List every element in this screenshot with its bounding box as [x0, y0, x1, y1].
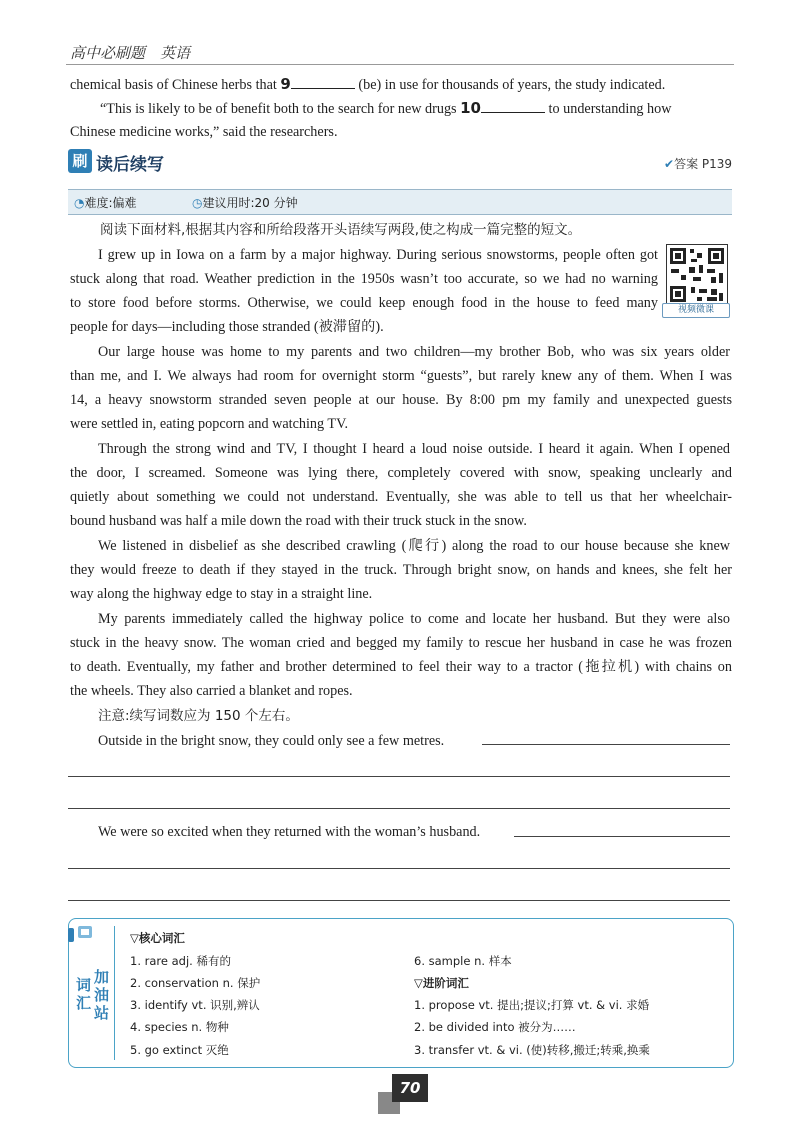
passage-line: to death. Eventually, my father and brother determined to feel their way to a tractor (拖拉机) with chains on: [70, 659, 732, 675]
text-fragment: (be) in use for thousands of years, the study indicated.: [358, 77, 666, 93]
vocab-entry: 6. sample n. 样本: [414, 954, 512, 968]
qr-code-icon[interactable]: [666, 244, 728, 306]
vocab-entry: 3. transfer vt. & vi. (使)转移,搬迁;转乘,换乘: [414, 1043, 650, 1057]
instruction: 阅读下面材料,根据其内容和所给段落开头语续写两段,使之构成一篇完整的短文。: [100, 222, 582, 238]
triangle-icon: ▽: [130, 931, 139, 945]
writing-line[interactable]: [514, 836, 730, 837]
section-badge: 刷: [72, 152, 88, 170]
vocab-side-title-a: 词汇: [76, 976, 92, 1012]
passage-line: quietly about something we could not understand. Eventually, she was able to tell us that her wheelchair-: [70, 489, 732, 505]
blank-number-10: 10: [460, 99, 481, 117]
text-line-2: [100, 98, 730, 119]
clock-icon: ◷: [192, 196, 203, 210]
check-icon: ✔: [664, 157, 675, 171]
text-fragment: to understanding how: [548, 101, 672, 117]
answer-reference[interactable]: [664, 155, 732, 172]
passage-line: the wheels. They also carried a blanket and ropes.: [70, 683, 353, 699]
writing-line[interactable]: [482, 744, 730, 745]
passage-line: stuck in the heavy snow. The woman cried and begged my family to rescue her husband in case he was frozen: [70, 635, 732, 651]
header-divider: [66, 64, 734, 65]
passage-line: stuck along that road. Weather prediction in the 1950s wasn’t too accurate, so we had no warning: [70, 271, 658, 287]
answer-blank-9[interactable]: [291, 74, 355, 89]
passage-line: people for days—including those stranded (被滞留的).: [70, 319, 384, 335]
difficulty-text: 难度:偏难: [84, 196, 137, 210]
text-line-3: Chinese medicine works,” said the researchers.: [70, 124, 338, 140]
writing-line[interactable]: [68, 868, 730, 869]
section-title: 读后续写: [96, 155, 164, 175]
vocab-entry: 1. rare adj. 稀有的: [130, 954, 231, 968]
passage-line: to store food before storms. Otherwise, we could keep enough food in the house to feed many: [70, 295, 658, 311]
writing-line[interactable]: [68, 900, 730, 901]
text-fragment: chemical basis of Chinese herbs that: [70, 77, 277, 93]
passage-line: than me, and I. We always had room for overnight storm “guests”, but rarely knew any of them. When I was: [70, 368, 732, 384]
core-vocab-heading-text: 核心词汇: [138, 931, 185, 945]
vocab-entry: 4. species n. 物种: [130, 1020, 229, 1034]
triangle-icon: ▽: [414, 976, 423, 990]
vocab-entry: 2. conservation n. 保护: [130, 976, 261, 990]
writing-line[interactable]: [68, 776, 730, 777]
page-number: 70: [392, 1074, 428, 1102]
vocab-entry: 2. be divided into 被分为……: [414, 1020, 576, 1034]
passage-line: 14, a heavy snowstorm stranded seven people at our house. By 8:00 pm my family and unexpected guests: [70, 392, 732, 408]
answer-ref-text: 答案 P139: [674, 157, 733, 171]
word-count-note: 注意:续写词数应为 150 个左右。: [98, 708, 299, 724]
passage-line: Through the strong wind and TV, I thought I heard a loud noise outside. I heard it again. When I opened: [98, 441, 730, 457]
vocab-side-title: [70, 918, 114, 1066]
vocab-entry: 3. identify vt. 识别,辨认: [130, 998, 260, 1012]
passage-line: bound husband was half a mile down the road with their truck stuck in the snow.: [70, 513, 527, 529]
text-fragment: “This is likely to be of benefit both to the search for new drugs: [100, 101, 457, 117]
passage-line: Our large house was home to my parents and two children—my brother Bob, who was six years older: [98, 344, 730, 360]
prompt-2: We were so excited when they returned with the woman’s husband.: [98, 824, 481, 840]
vocab-entry: 5. go extinct 灭绝: [130, 1043, 229, 1057]
time-label: [192, 194, 298, 211]
core-vocab-heading: [130, 930, 185, 946]
vocab-side-title-b: 加油站: [94, 968, 110, 1022]
advanced-vocab-heading-text: 进阶词汇: [422, 976, 469, 990]
difficulty-label: [74, 194, 137, 211]
video-lesson-label[interactable]: 视频微课: [662, 303, 730, 318]
meta-bar: [68, 189, 732, 215]
writing-line[interactable]: [68, 808, 730, 809]
passage-line: the door, I screamed. Someone was lying there, completely covered with snow, speaking unclearly and: [70, 465, 732, 481]
passage-line: they would freeze to death if they stayed in the truck. Through bright snow, on hands and knees, she felt her: [70, 562, 732, 578]
passage-line: way along the highway edge to stay in a straight line.: [70, 586, 373, 602]
passage-line: We listened in disbelief as she described crawling (爬行) along the road to our house because she knew: [98, 538, 730, 554]
passage-line: were settled in, eating popcorn and watching TV.: [70, 416, 349, 432]
vocab-entry: 1. propose vt. 提出;提议;打算 vt. & vi. 求婚: [414, 998, 650, 1012]
text-line-1: [70, 74, 732, 95]
passage-line: My parents immediately called the highway police to come and locate her husband. But they were also: [98, 611, 730, 627]
advanced-vocab-heading: [414, 975, 469, 991]
running-header: 高中必刷题 英语: [70, 44, 191, 62]
prompt-1: Outside in the bright snow, they could only see a few metres.: [98, 733, 445, 749]
blank-number-9: 9: [280, 75, 291, 93]
time-text: 建议用时:20 分钟: [202, 196, 298, 210]
vocab-divider: [114, 926, 115, 1060]
passage-line: I grew up in Iowa on a farm by a major highway. During serious snowstorms, people often got: [98, 247, 658, 263]
answer-blank-10[interactable]: [481, 98, 545, 113]
difficulty-icon: ◔: [74, 196, 85, 210]
